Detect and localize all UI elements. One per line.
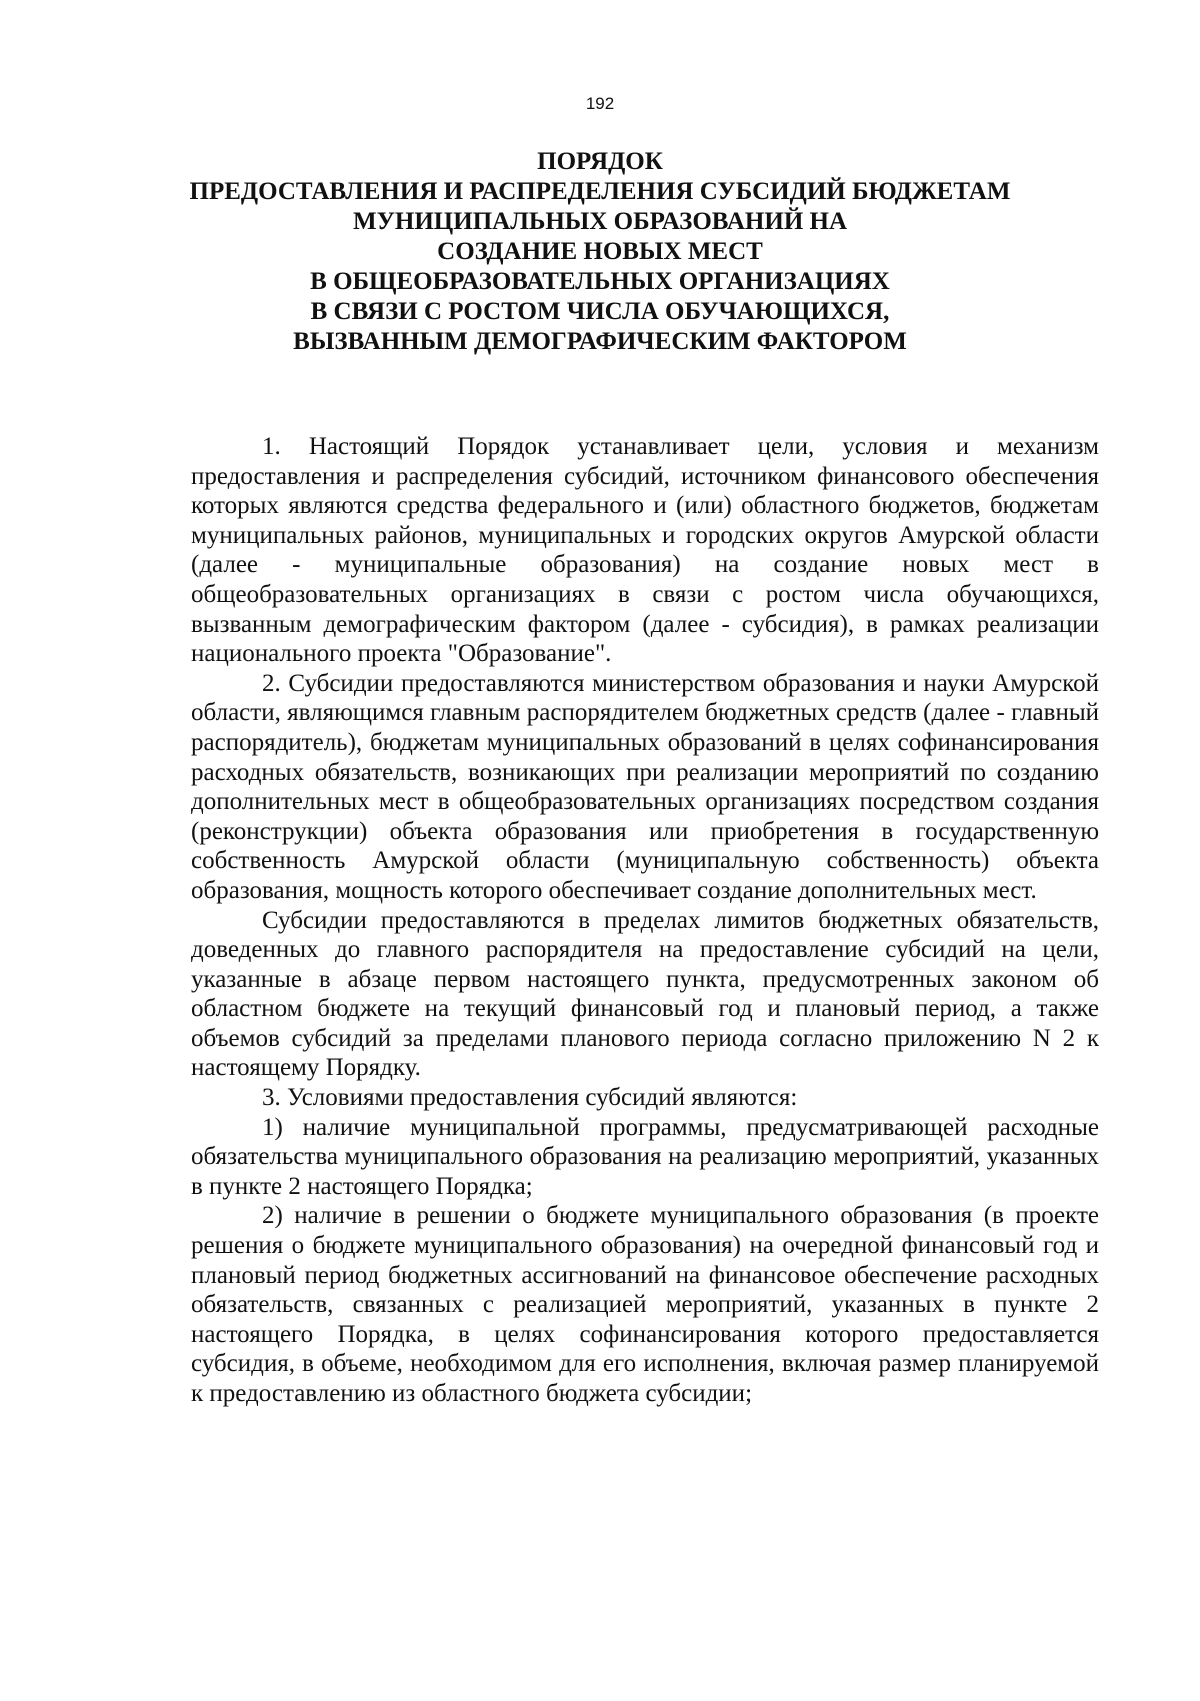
paragraph-clause-3: 3. Условиями предоставления субсидий являются: — [262, 1084, 798, 1112]
title-line: СОЗДАНИЕ НОВЫХ МЕСТ — [437, 238, 763, 265]
paragraph-condition-1: 1) наличие муниципальной программы, предусматривающей расходные обязательства муниципального образования на реализацию мероприятий, указанных в пункте 2 настоящего Порядка; — [191, 1113, 1099, 1200]
title-line: ПРЕДОСТАВЛЕНИЯ И РАСПРЕДЕЛЕНИЯ СУБСИДИЙ БЮДЖЕТАМ — [189, 178, 1011, 205]
paragraph-condition-2: 2) наличие в решении о бюджете муниципального образования (в проекте решения о бюджете муниципального образования) на очередной финансовый год и плановый период бюджетных ассигнований на финансовое обеспечение расходных обязательств, связанных с реализацией мероприятий, указанных в пункте 2 настоящего Порядка, в целях софинансирования которого предоставляется субсидия, в объеме, необходимом для его исполнения, включая размер планируемой к предоставлению из областного бюджета субсидии; — [191, 1202, 1099, 1407]
title-line: МУНИЦИПАЛЬНЫХ ОБРАЗОВАНИЙ НА — [352, 208, 848, 235]
title-line: В СВЯЗИ С РОСТОМ ЧИСЛА ОБУЧАЮЩИХСЯ, — [310, 298, 890, 325]
paragraph-clause-1: 1. Настоящий Порядок устанавливает цели, условия и механизм предоставления и распределения субсидий, источником финансового обеспечения которых являются средства федерального и (или) областного бюджетов, бюджетам муниципальных районов, муниципальных и городских округов Амурской области (далее - муниципальные образования) на создание новых мест в общеобразовательных организациях в связи с ростом числа обучающихся, вызванным демографическим фактором (далее - субсидия), в рамках реализации национального проекта "Образование". — [191, 433, 1099, 668]
paragraph-clause-2: 2. Субсидии предоставляются министерством образования и науки Амурской области, являющимся главным распорядителем бюджетных средств (далее - главный распорядитель), бюджетам муниципальных образований в целях софинансирования расходных обязательств, возникающих при реализации мероприятий по созданию дополнительных мест в общеобразовательных организациях посредством создания (реконструкции) объекта образования или приобретения в государственную собственность Амурской области (муниципальную собственность) объекта образования, мощность которого обеспечивает создание дополнительных мест. — [191, 669, 1099, 904]
page-number: 192 — [585, 94, 615, 113]
document-title — [150, 147, 1050, 357]
title-line: ВЫЗВАННЫМ ДЕМОГРАФИЧЕСКИМ ФАКТОРОМ — [293, 328, 907, 355]
title-line: ПОРЯДОК — [537, 148, 663, 175]
title-line: В ОБЩЕОБРАЗОВАТЕЛЬНЫХ ОРГАНИЗАЦИЯХ — [310, 268, 890, 295]
paragraph-clause-2-limits: Субсидии предоставляются в пределах лимитов бюджетных обязательств, доведенных до главного распорядителя на предоставление субсидий на цели, указанные в абзаце первом настоящего пункта, предусмотренных законом об областном бюджете на текущий финансовый год и плановый период, а также объемов субсидий за пределами планового периода согласно приложению N 2 к настоящему Порядку. — [191, 906, 1099, 1082]
document-body — [191, 432, 1099, 1409]
